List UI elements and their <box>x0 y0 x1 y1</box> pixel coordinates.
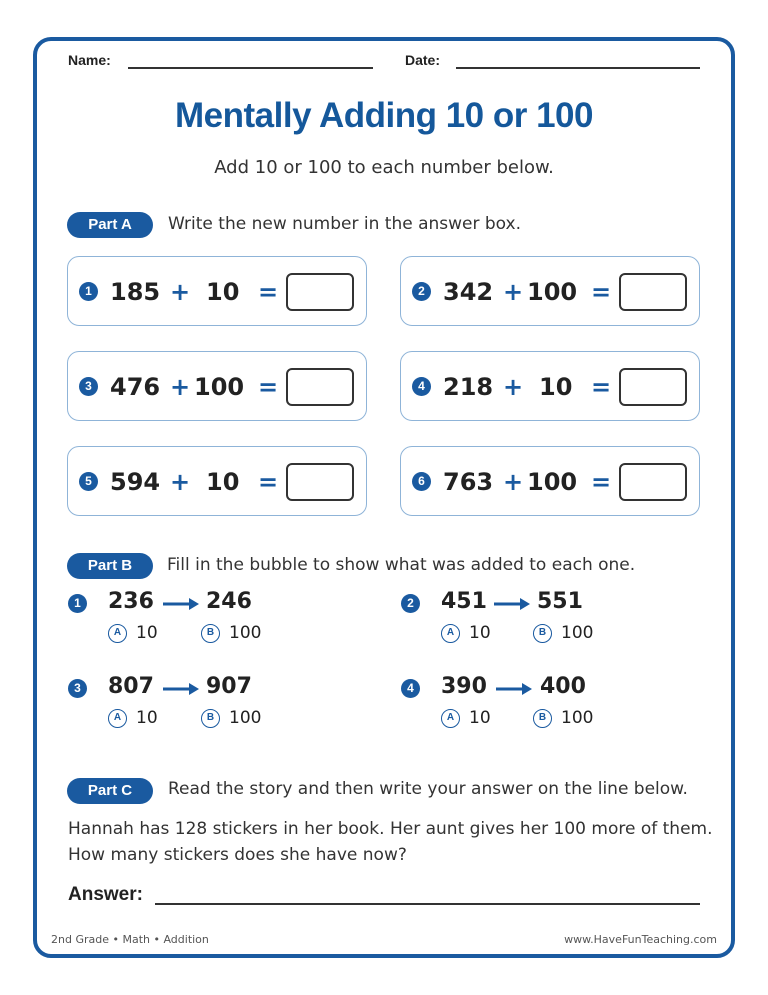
bubble-option-a[interactable]: A <box>108 624 127 643</box>
start-number: 236 <box>108 589 154 614</box>
result-number: 907 <box>206 674 252 699</box>
page-title: Mentally Adding 10 or 100 <box>175 96 593 135</box>
start-number: 451 <box>441 589 487 614</box>
problem-card <box>400 351 700 421</box>
problem-number: 1 <box>68 594 87 613</box>
answer-line[interactable] <box>155 903 700 905</box>
addend-a: 763 <box>443 468 494 496</box>
arrow-right-icon <box>496 682 532 696</box>
part-b-badge: Part B <box>67 553 153 579</box>
addend-b: 10 <box>206 468 240 496</box>
addend-a: 476 <box>110 373 161 401</box>
equals-sign: = <box>591 278 612 306</box>
addend-a: 342 <box>443 278 494 306</box>
equals-sign: = <box>258 468 279 496</box>
bubble-option-b[interactable]: B <box>201 709 220 728</box>
addend-b: 100 <box>527 278 578 306</box>
problem-number: 3 <box>68 679 87 698</box>
addend-a: 185 <box>110 278 161 306</box>
arrow-right-icon <box>494 597 530 611</box>
start-number: 807 <box>108 674 154 699</box>
bubble-option-b[interactable]: B <box>533 709 552 728</box>
answer-box[interactable] <box>286 273 354 311</box>
part-a-badge: Part A <box>67 212 153 238</box>
problem-card <box>67 446 367 516</box>
story-text: Hannah has 128 stickers in her book. Her aunt gives her 100 more of them. How many stickers does she have now? <box>68 819 713 865</box>
plus-sign: + <box>170 278 191 306</box>
addend-b: 100 <box>194 373 245 401</box>
result-number: 400 <box>540 674 586 699</box>
part-b-instruction: Fill in the bubble to show what was added to each one. <box>167 555 636 575</box>
name-label: Name: <box>68 52 111 68</box>
equals-sign: = <box>591 468 612 496</box>
start-number: 390 <box>441 674 487 699</box>
equals-sign: = <box>591 373 612 401</box>
equals-sign: = <box>258 373 279 401</box>
problem-card <box>67 256 367 326</box>
date-label: Date: <box>405 52 441 68</box>
part-a-instruction: Write the new number in the answer box. <box>168 214 522 234</box>
arrow-right-icon <box>163 682 199 696</box>
bubble-option-a[interactable]: A <box>441 709 460 728</box>
answer-box[interactable] <box>286 368 354 406</box>
result-number: 551 <box>537 589 583 614</box>
addend-b: 10 <box>539 373 573 401</box>
answer-box[interactable] <box>619 273 687 311</box>
part-c-badge: Part C <box>67 778 153 804</box>
option-a-label: 10 <box>469 623 491 643</box>
problem-card <box>400 446 700 516</box>
equals-sign: = <box>258 278 279 306</box>
option-b-label: 100 <box>229 708 262 728</box>
plus-sign: + <box>503 278 524 306</box>
footer-website: www.HaveFunTeaching.com <box>564 933 717 946</box>
bubble-option-b[interactable]: B <box>533 624 552 643</box>
problem-number: 4 <box>412 377 431 396</box>
plus-sign: + <box>503 468 524 496</box>
page-subtitle: Add 10 or 100 to each number below. <box>214 157 554 178</box>
date-line[interactable] <box>456 67 700 69</box>
bubble-option-b[interactable]: B <box>201 624 220 643</box>
option-a-label: 10 <box>136 708 158 728</box>
footer-category: 2nd Grade • Math • Addition <box>51 933 209 946</box>
option-b-label: 100 <box>229 623 262 643</box>
result-number: 246 <box>206 589 252 614</box>
problem-number: 1 <box>79 282 98 301</box>
bubble-option-a[interactable]: A <box>441 624 460 643</box>
arrow-right-icon <box>163 597 199 611</box>
name-line[interactable] <box>128 67 373 69</box>
addend-a: 218 <box>443 373 494 401</box>
part-c-instruction: Read the story and then write your answer on the line below. <box>168 779 688 799</box>
plus-sign: + <box>170 468 191 496</box>
answer-box[interactable] <box>619 368 687 406</box>
option-a-label: 10 <box>136 623 158 643</box>
addend-b: 10 <box>206 278 240 306</box>
option-a-label: 10 <box>469 708 491 728</box>
option-b-label: 100 <box>561 623 594 643</box>
problem-card <box>67 351 367 421</box>
problem-number: 2 <box>401 594 420 613</box>
plus-sign: + <box>503 373 524 401</box>
plus-sign: + <box>170 373 191 401</box>
problem-number: 3 <box>79 377 98 396</box>
problem-number: 2 <box>412 282 431 301</box>
answer-label: Answer: <box>68 884 143 905</box>
answer-box[interactable] <box>619 463 687 501</box>
bubble-option-a[interactable]: A <box>108 709 127 728</box>
problem-number: 5 <box>79 472 98 491</box>
addend-b: 100 <box>527 468 578 496</box>
problem-number: 4 <box>401 679 420 698</box>
problem-number: 6 <box>412 472 431 491</box>
option-b-label: 100 <box>561 708 594 728</box>
addend-a: 594 <box>110 468 161 496</box>
answer-box[interactable] <box>286 463 354 501</box>
problem-card <box>400 256 700 326</box>
